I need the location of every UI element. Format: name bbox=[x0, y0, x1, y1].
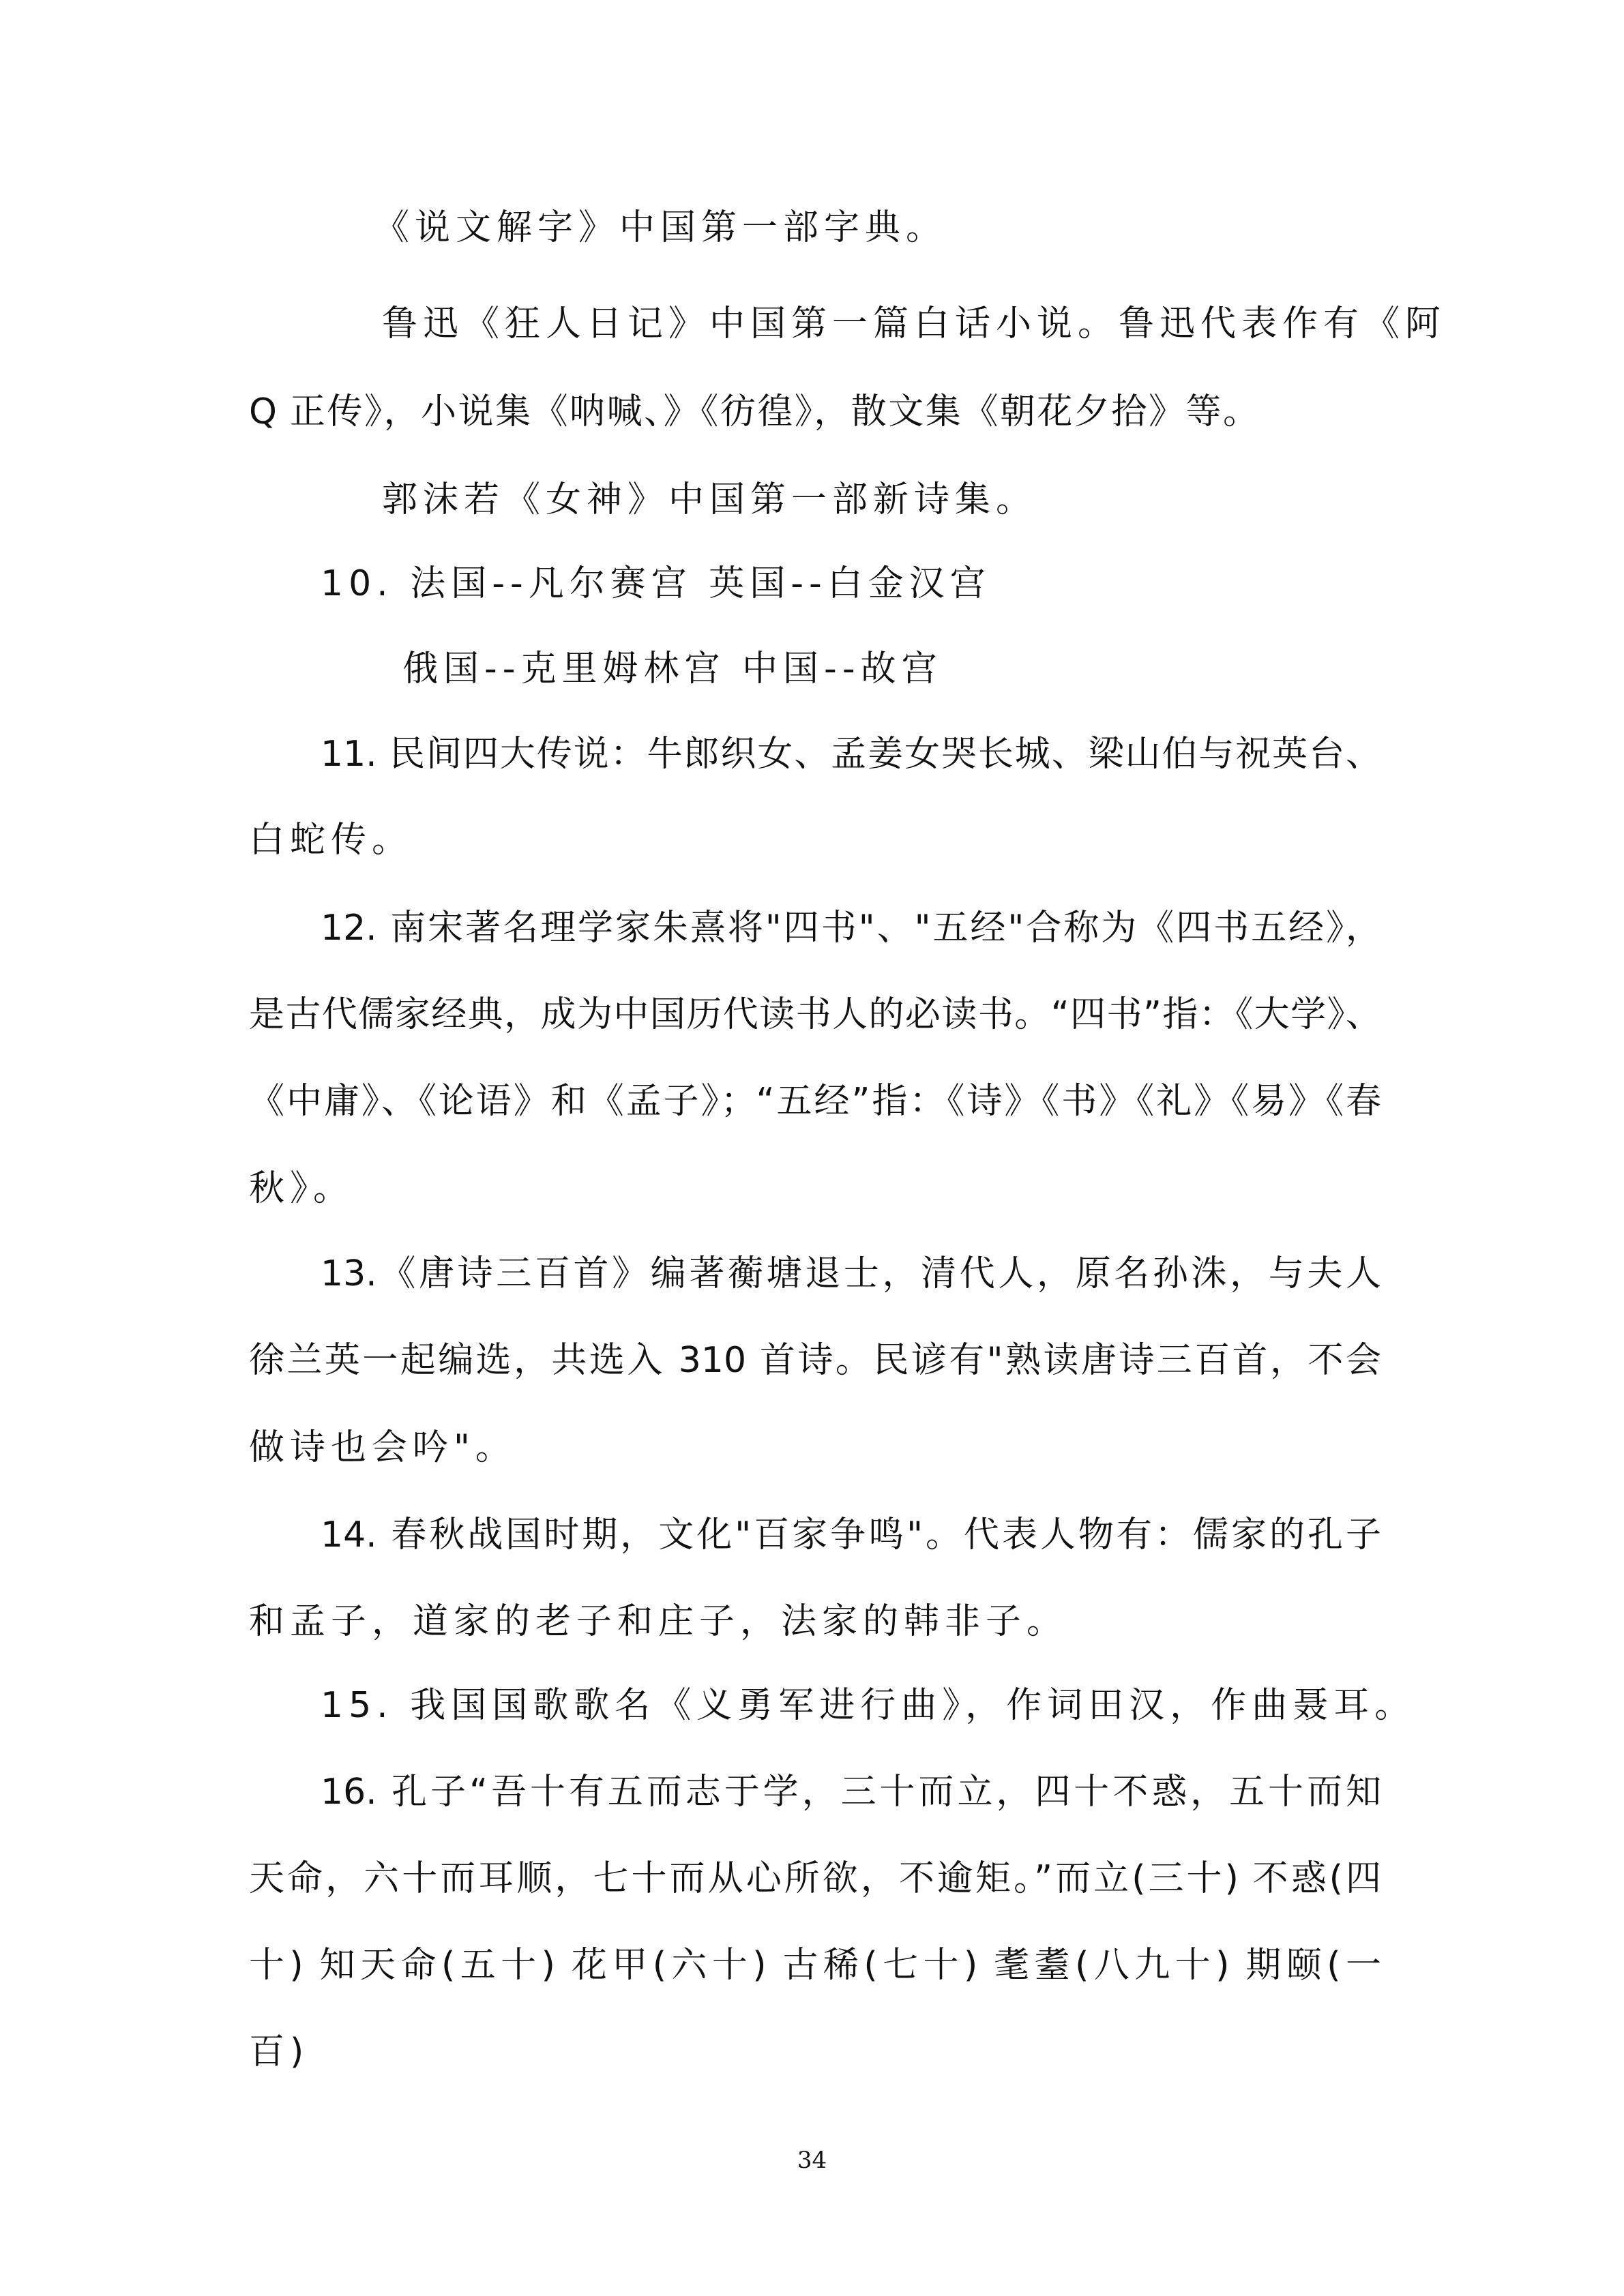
text-line: 12. 南宋著名理学家朱熹将"四书"、"五经"合称为《四书五经》， bbox=[321, 908, 1381, 949]
text-line: 十) 知天命(五十) 花甲(六十) 古稀(七十) 耄耋(八九十) 期颐(一 bbox=[249, 1945, 1381, 1986]
text-line: 郭沫若《女神》中国第一部新诗集。 bbox=[382, 479, 1037, 520]
text-line: 和孟子，道家的老子和庄子，法家的韩非子。 bbox=[249, 1601, 1068, 1642]
text-line: 徐兰英一起编选，共选入 310 首诗。民谚有"熟读唐诗三百首，不会 bbox=[249, 1340, 1381, 1381]
text-line: 俄国--克里姆林宫 中国--故宫 bbox=[402, 648, 943, 689]
text-line: 是古代儒家经典，成为中国历代读书人的必读书。“四书”指：《大学》、 bbox=[249, 994, 1381, 1035]
text-line: 15. 我国国歌歌名《义勇军进行曲》，作词田汉，作曲聂耳。 bbox=[321, 1685, 1416, 1726]
text-line: 鲁迅《狂人日记》中国第一篇白话小说。鲁迅代表作有《阿 bbox=[382, 303, 1447, 344]
text-line: 白蛇传。 bbox=[249, 820, 413, 861]
text-line: 做诗也会吟"。 bbox=[249, 1427, 516, 1468]
text-line: Q 正传》，小说集《呐喊、》《彷徨》，散文集《朝花夕拾》等。 bbox=[249, 391, 1258, 432]
text-line: 11. 民间四大传说：牛郎织女、孟姜女哭长城、梁山伯与祝英台、 bbox=[321, 734, 1381, 775]
text-line: 《说文解字》中国第一部字典。 bbox=[374, 207, 947, 248]
text-line: 《中庸》、《论语》和《孟子》；“五经”指：《诗》《书》《礼》《易》《春 bbox=[249, 1081, 1381, 1122]
text-line: 16. 孔子“吾十有五而志于学，三十而立，四十不惑，五十而知 bbox=[321, 1772, 1381, 1813]
page-number: 34 bbox=[797, 2147, 827, 2174]
text-line: 13.《唐诗三百首》编著蘅塘退士，清代人，原名孙洙，与夫人 bbox=[321, 1253, 1381, 1294]
text-line: 百) bbox=[249, 2031, 310, 2072]
text-line: 14. 春秋战国时期，文化"百家争鸣"。代表人物有：儒家的孔子 bbox=[321, 1515, 1381, 1555]
text-line: 秋》。 bbox=[249, 1168, 355, 1209]
text-line: 10. 法国--凡尔赛宫 英国--白金汉宫 bbox=[321, 563, 991, 604]
text-line: 天命，六十而耳顺，七十而从心所欲，不逾矩。”而立(三十) 不惑(四 bbox=[249, 1858, 1381, 1899]
